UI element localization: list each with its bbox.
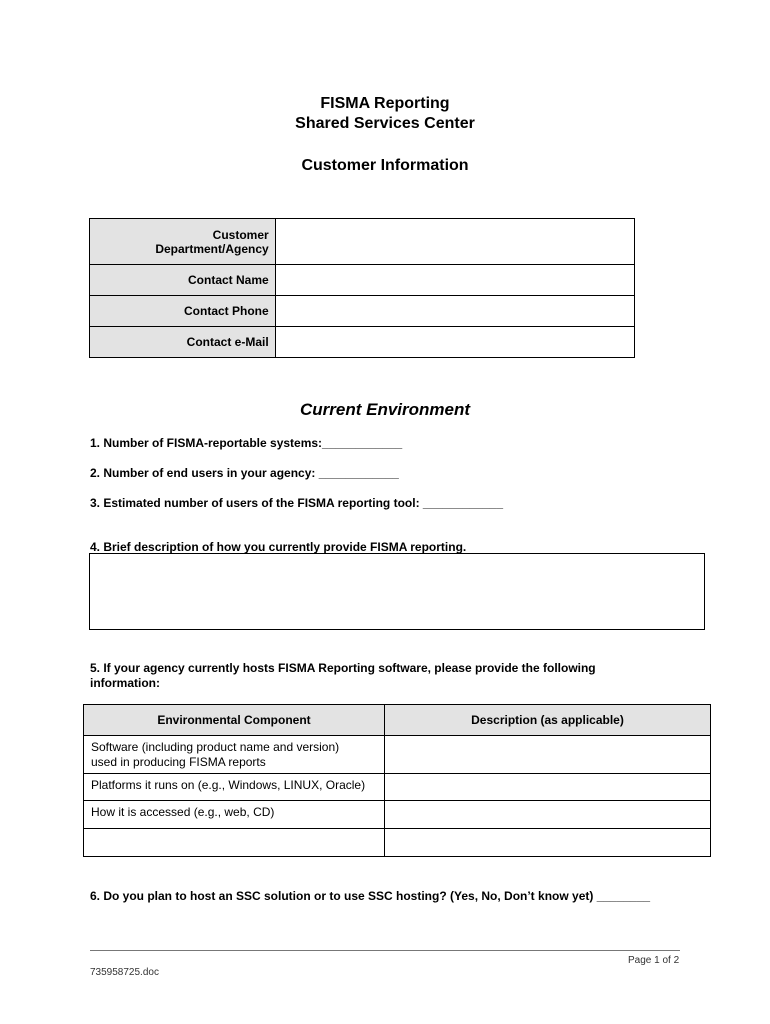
page-number: Page 1 of 2 [628, 955, 680, 966]
contact-phone-label: Contact Phone [90, 296, 276, 327]
description-platforms-field[interactable] [385, 774, 711, 801]
cell-line-2: used in producing FISMA reports [91, 755, 266, 769]
table-row [84, 801, 711, 829]
section-title-current-environment: Current Environment [299, 400, 471, 419]
question-2: 2. Number of end users in your agency: ____________ [90, 466, 399, 480]
cell-line-1: Software (including product name and version) [91, 740, 340, 754]
question-4: 4. Brief description of how you currently provide FISMA reporting. [90, 540, 467, 554]
component-access: How it is accessed (e.g., web, CD) [84, 801, 385, 829]
table-row [84, 774, 711, 801]
col-header-description: Description (as applicable) [385, 705, 711, 736]
contact-name-field[interactable] [275, 265, 634, 296]
table-row [84, 829, 711, 857]
contact-email-field[interactable] [275, 327, 634, 358]
customer-row-contact-phone [90, 296, 635, 327]
contact-email-label: Contact e-Mail [90, 327, 276, 358]
question-3: 3. Estimated number of users of the FISMA reporting tool: ____________ [90, 496, 503, 510]
question-1: 1. Number of FISMA-reportable systems:____________ [90, 436, 403, 450]
customer-department-field[interactable] [275, 219, 634, 265]
section-title-customer-information: Customer Information [301, 157, 469, 174]
component-software [84, 736, 385, 774]
label-line-1: Customer [212, 227, 269, 242]
customer-row-contact-name [90, 265, 635, 296]
label-line-2: Department/Agency [155, 241, 269, 256]
environment-table [83, 704, 711, 857]
col-header-component: Environmental Component [84, 705, 385, 736]
component-platforms: Platforms it runs on (e.g., Windows, LINUX, Oracle) [84, 774, 385, 801]
reporting-description-box[interactable] [89, 553, 705, 630]
title-line-2: Shared Services Center [295, 115, 475, 132]
contact-phone-field[interactable] [275, 296, 634, 327]
description-blank-field[interactable] [385, 829, 711, 857]
footer-divider [90, 950, 680, 951]
title-line-1: FISMA Reporting [320, 95, 450, 112]
component-blank[interactable] [84, 829, 385, 857]
table-row [84, 736, 711, 774]
contact-name-label: Contact Name [90, 265, 276, 296]
question-5-line-2: information: [90, 676, 160, 690]
customer-row-contact-email [90, 327, 635, 358]
question-6: 6. Do you plan to host an SSC solution or to use SSC hosting? (Yes, No, Don’t know yet) ________ [90, 889, 651, 903]
environment-table-header [84, 705, 711, 736]
document-title [0, 95, 770, 133]
description-access-field[interactable] [385, 801, 711, 829]
document-filename: 735958725.doc [90, 967, 159, 978]
customer-department-label [90, 219, 276, 265]
customer-row-department [90, 219, 635, 265]
description-software-field[interactable] [385, 736, 711, 774]
customer-info-table [89, 218, 635, 358]
question-5-line-1: 5. If your agency currently hosts FISMA Reporting software, please provide the following [90, 661, 596, 675]
question-5 [90, 661, 596, 691]
